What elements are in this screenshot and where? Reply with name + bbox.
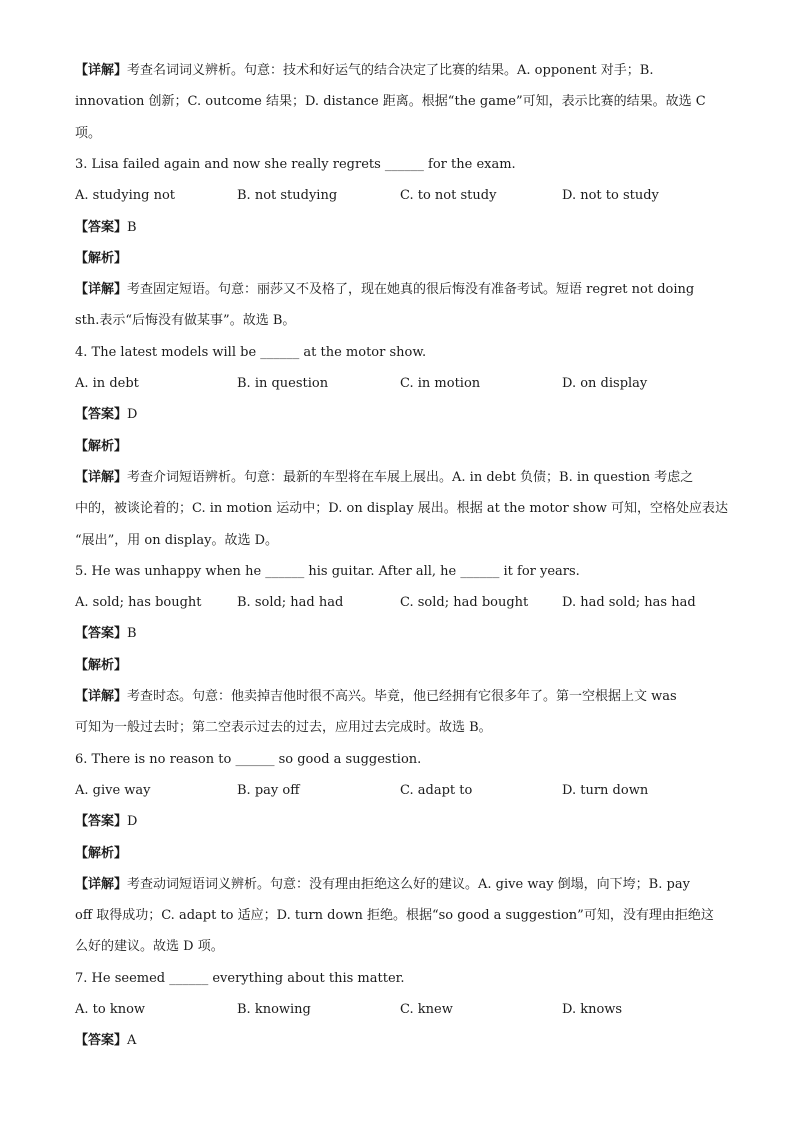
- option-a: A. in debt: [75, 376, 139, 391]
- detail-text: 考查动词短语词义辨析。句意：没有理由拒绝这么好的建议。A. give way 倒塌，向下垮；B. pay: [127, 876, 690, 892]
- detail-line: [75, 532, 278, 550]
- detail-line: [75, 876, 690, 894]
- detail-text: 考查名词词义辨析。句意：技术和好运气的结合决定了比赛的结果。A. opponent 对手；B.: [127, 63, 654, 78]
- detail-line: [75, 469, 693, 487]
- option-c: C. sold; had bought: [400, 595, 529, 611]
- detail-line: [75, 93, 706, 111]
- answer-label: 【答案】: [75, 407, 128, 423]
- detail-text: sth.表示“后悔没有做某事”。故选 B。: [75, 313, 296, 329]
- detail-label: 【详解】: [75, 282, 128, 298]
- question-options: [75, 375, 775, 393]
- detail-line: [75, 62, 653, 80]
- analysis-label: 【解析】: [75, 250, 128, 266]
- option-d: D. had sold; has had: [562, 595, 696, 611]
- option-a: A. give way: [75, 782, 151, 798]
- detail-line: [75, 688, 677, 706]
- detail-text: 项。: [75, 125, 102, 141]
- answer-line: [75, 625, 137, 643]
- option-d: D. on display: [562, 376, 648, 391]
- answer-line: [75, 219, 137, 237]
- analysis-line: [75, 438, 127, 456]
- answer-value: B: [127, 626, 137, 642]
- question-stem: 7. He seemed ______ everything about this matter.: [75, 970, 405, 986]
- detail-text: 可知为一般过去时；第二空表示过去的过去，应用过去完成时。故选 B。: [75, 720, 492, 736]
- detail-text: 考查固定短语。句意：丽莎又不及格了，现在她真的很后悔没有准备考试。短语 regret not doing: [127, 282, 695, 298]
- detail-text: 中的，被谈论着的；C. in motion 运动中；D. on display 展出。根据 at the motor show 可知，空格处应表达: [75, 501, 729, 517]
- answer-label: 【答案】: [75, 219, 128, 235]
- option-d: D. not to study: [562, 188, 659, 204]
- answer-line: [75, 1032, 136, 1050]
- answer-value: D: [127, 814, 138, 830]
- option-a: A. studying not: [75, 188, 175, 204]
- answer-value: D: [127, 407, 138, 423]
- detail-label: 【详解】: [75, 63, 128, 78]
- detail-line: [75, 500, 728, 518]
- option-d: D. knows: [562, 1002, 623, 1017]
- detail-label: 【详解】: [75, 876, 128, 892]
- option-c: C. to not study: [400, 188, 497, 204]
- option-d: D. turn down: [562, 782, 649, 798]
- analysis-label: 【解析】: [75, 845, 128, 861]
- option-a: A. sold; has bought: [75, 595, 202, 611]
- detail-text: 么好的建议。故选 D 项。: [75, 939, 224, 955]
- question-options: [75, 594, 775, 612]
- option-c: C. adapt to: [400, 782, 473, 798]
- answer-line: [75, 813, 137, 831]
- detail-text: off 取得成功；C. adapt to 适应；D. turn down 拒绝。根据“so good a suggestion”可知，没有理由拒绝这: [75, 908, 714, 924]
- detail-text: “展出”，用 on display。故选 D。: [75, 532, 279, 548]
- option-c: C. knew: [400, 1002, 453, 1017]
- answer-label: 【答案】: [75, 814, 128, 830]
- question-stem: 6. There is no reason to ______ so good a suggestion.: [75, 751, 422, 767]
- option-b: B. sold; had had: [237, 595, 344, 611]
- question-stem: 4. The latest models will be ______ at the motor show.: [75, 344, 427, 360]
- detail-line: [75, 281, 694, 299]
- detail-text: 考查介词短语辨析。句意：最新的车型将在车展上展出。A. in debt 负债；B. in question 考虑之: [127, 469, 694, 485]
- question-stem: 5. He was unhappy when he ______ his guitar. After all, he ______ it for years.: [75, 563, 580, 579]
- option-b: B. in question: [237, 376, 329, 391]
- analysis-line: [75, 250, 127, 268]
- detail-line: [75, 907, 714, 925]
- question-options: [75, 187, 775, 205]
- detail-line: [75, 312, 295, 330]
- analysis-label: 【解析】: [75, 438, 128, 454]
- answer-label: 【答案】: [75, 1033, 128, 1049]
- detail-line: [75, 938, 224, 956]
- detail-line: [75, 125, 101, 143]
- option-b: B. not studying: [237, 188, 338, 204]
- analysis-line: [75, 845, 127, 863]
- answer-value: B: [127, 219, 137, 235]
- option-b: B. knowing: [237, 1002, 311, 1017]
- option-c: C. in motion: [400, 376, 481, 391]
- answer-line: [75, 406, 137, 424]
- detail-line: [75, 719, 492, 737]
- option-b: B. pay off: [237, 782, 300, 798]
- detail-text: 考查时态。句意：他卖掉吉他时很不高兴。毕竟，他已经拥有它很多年了。第一空根据上文 was: [127, 689, 677, 704]
- detail-text: innovation 创新；C. outcome 结果；D. distance 距离。根据“the game”可知，表示比赛的结果。故选 C: [75, 94, 706, 110]
- question-options: [75, 1001, 775, 1019]
- detail-label: 【详解】: [75, 469, 128, 485]
- question-stem: 3. Lisa failed again and now she really regrets ______ for the exam.: [75, 156, 516, 172]
- option-a: A. to know: [75, 1002, 146, 1017]
- answer-label: 【答案】: [75, 626, 128, 642]
- answer-value: A: [127, 1033, 137, 1049]
- detail-label: 【详解】: [75, 689, 128, 704]
- question-options: [75, 782, 775, 800]
- analysis-label: 【解析】: [75, 657, 128, 673]
- analysis-line: [75, 657, 127, 675]
